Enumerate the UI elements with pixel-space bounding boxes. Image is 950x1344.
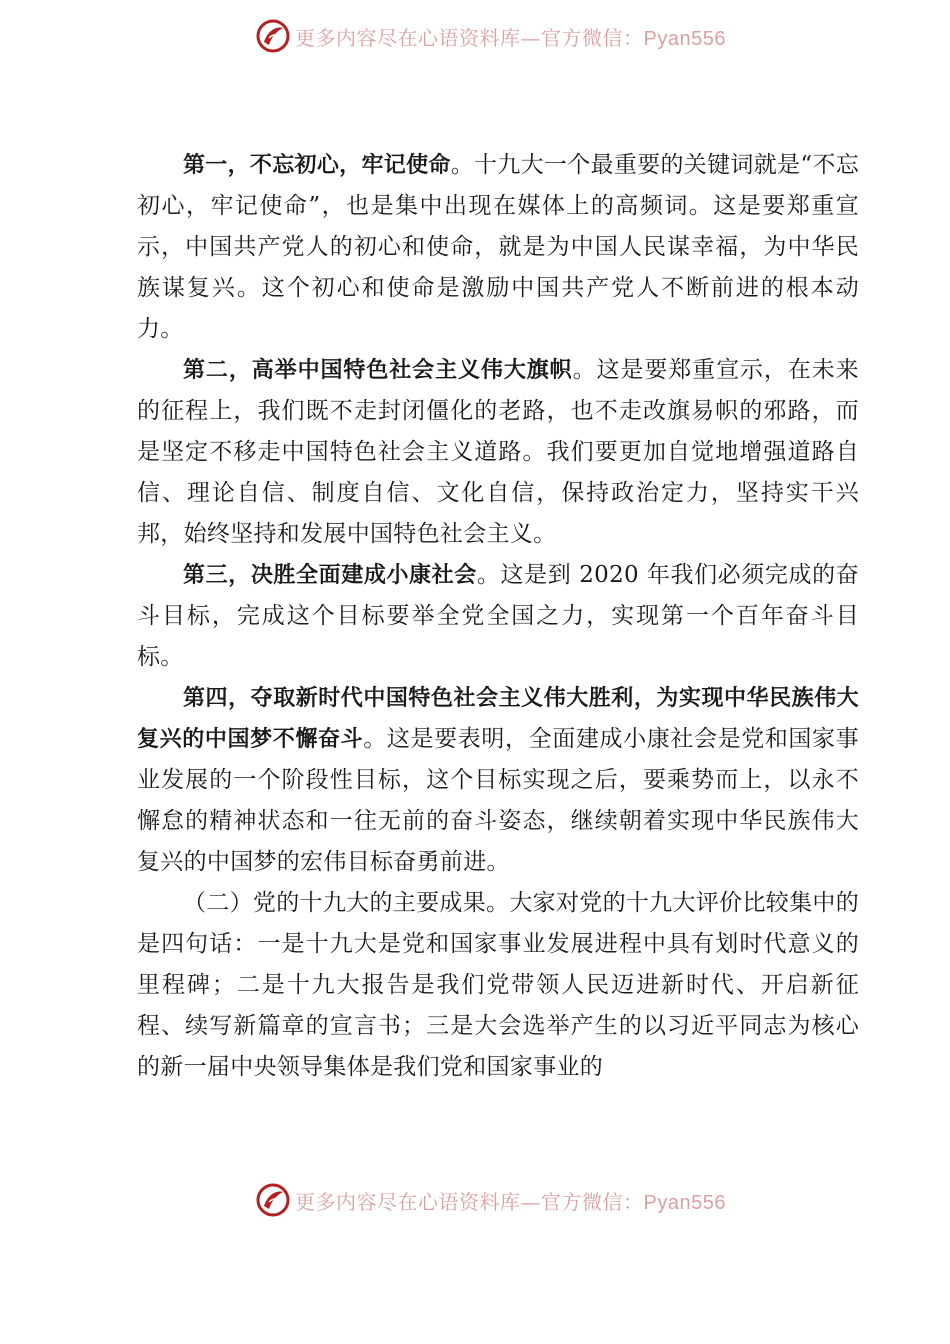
paragraph-2 xyxy=(137,350,859,555)
paragraph-3-heading: 第三，决胜全面建成小康社会 xyxy=(183,563,477,588)
paragraph-1 xyxy=(137,145,859,350)
header-text: 更多内容尽在心语资料库—官方微信：Pyan556 xyxy=(295,25,726,50)
header-banner xyxy=(255,16,726,56)
paragraph-1-heading: 第一，不忘初心，牢记使命 xyxy=(183,153,451,178)
header-wechat-id: Pyan556 xyxy=(643,27,726,50)
footer-text: 更多内容尽在心语资料库—官方微信：Pyan556 xyxy=(295,1189,726,1214)
paragraph-4 xyxy=(137,678,859,883)
paragraph-3-text: 。这是到 2020 年我们必须完成的奋斗目标，完成这个目标要举全党全国之力，实现第一个百年奋斗目标。 xyxy=(137,562,859,670)
paragraph-1-text: 。十九大一个最重要的关键词就是“不忘初心，牢记使命”，也是集中出现在媒体上的高频词。这是要郑重宣示，中国共产党人的初心和使命，就是为中国人民谋幸福，为中华民族谋复兴。这个初心和使命是激励中国共产党人不断前进的根本动力。 xyxy=(137,152,859,342)
document-body xyxy=(137,145,859,1088)
paragraph-5-text: （二）党的十九大的主要成果。大家对党的十九大评价比较集中的是四句话：一是十九大是党和国家事业发展进程中具有划时代意义的里程碑；二是十九大报告是我们党带领人民迈进新时代、开启新征程、续写新篇章的宣言书；三是大会选举产生的以习近平同志为核心的新一届中央领导集体是我们党和国家事业的 xyxy=(137,890,859,1080)
brand-logo-icon xyxy=(255,18,291,54)
paragraph-2-text: 。这是要郑重宣示，在未来的征程上，我们既不走封闭僵化的老路，也不走改旗易帜的邪路，而是坚定不移走中国特色社会主义道路。我们要更加自觉地增强道路自信、理论自信、制度自信、文化自信，保持政治定力，坚持实干兴邦，始终坚持和发展中国特色社会主义。 xyxy=(137,357,859,547)
paragraph-2-heading: 第二，高举中国特色社会主义伟大旗帜 xyxy=(183,358,573,383)
footer-banner xyxy=(255,1180,726,1220)
footer-wechat-id: Pyan556 xyxy=(643,1191,726,1214)
paragraph-3 xyxy=(137,555,859,678)
brand-logo-icon xyxy=(255,1182,291,1218)
paragraph-5 xyxy=(137,883,859,1088)
paragraph-4-text: 。这是要表明，全面建成小康社会是党和国家事业发展的一个阶段性目标，这个目标实现之后，要乘势而上，以永不懈怠的精神状态和一往无前的奋斗姿态，继续朝着实现中华民族伟大复兴的中国梦的宏伟目标奋勇前进。 xyxy=(137,726,859,875)
paragraph-4-heading: 第四，夺取新时代中国特色社会主义伟大胜利，为实现中华民族伟大复兴的中国梦不懈奋斗 xyxy=(137,686,859,752)
